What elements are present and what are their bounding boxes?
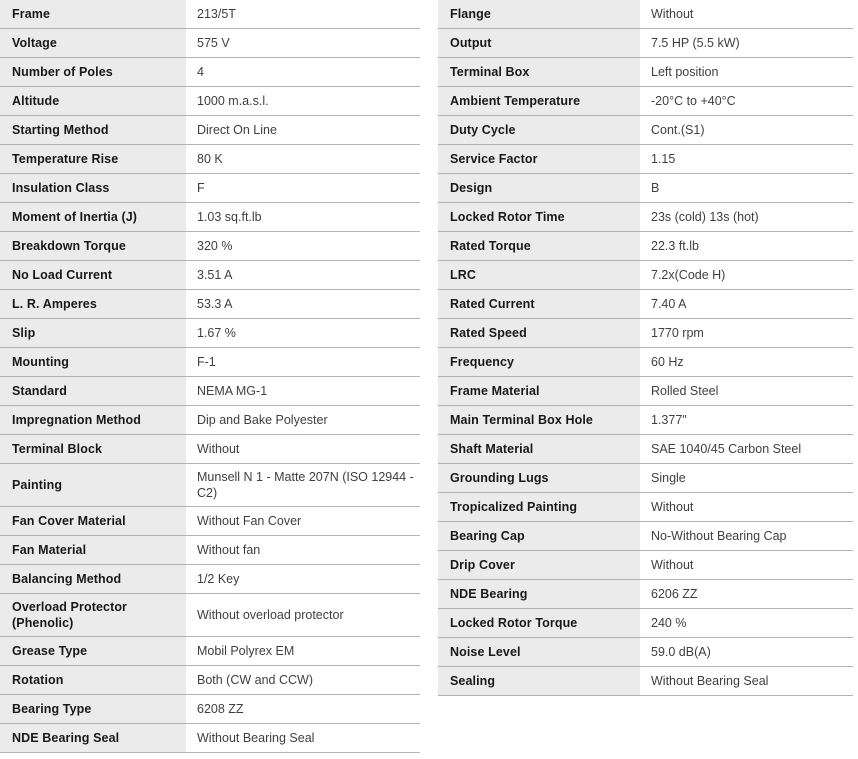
- spec-value: Single: [651, 471, 686, 485]
- spec-label: Fan Material: [0, 536, 186, 564]
- spec-row: [0, 319, 420, 348]
- spec-label: Drip Cover: [438, 551, 640, 579]
- spec-value: Mobil Polyrex EM: [197, 644, 295, 658]
- spec-row: [0, 203, 420, 232]
- spec-label: NDE Bearing Seal: [0, 724, 186, 752]
- spec-row: [438, 174, 853, 203]
- spec-label: Flange: [438, 0, 640, 28]
- spec-label: Terminal Block: [0, 435, 186, 463]
- spec-value: Rolled Steel: [651, 384, 719, 398]
- spec-row: [0, 565, 420, 594]
- spec-value: Both (CW and CCW): [197, 673, 313, 687]
- spec-value: 6208 ZZ: [197, 702, 244, 716]
- spec-label: Duty Cycle: [438, 116, 640, 144]
- spec-value: 6206 ZZ: [651, 587, 698, 601]
- spec-row: [438, 348, 853, 377]
- spec-value: Cont.(S1): [651, 123, 705, 137]
- spec-row: [0, 377, 420, 406]
- spec-label: Voltage: [0, 29, 186, 57]
- spec-value: 23s (cold) 13s (hot): [651, 210, 759, 224]
- spec-row: [0, 348, 420, 377]
- spec-row: [0, 29, 420, 58]
- spec-label: Rotation: [0, 666, 186, 694]
- spec-value: 1.67 %: [197, 326, 236, 340]
- spec-label: No Load Current: [0, 261, 186, 289]
- spec-row: [438, 580, 853, 609]
- spec-label: Frame: [0, 0, 186, 28]
- spec-value: Without Fan Cover: [197, 514, 302, 528]
- spec-label: Mounting: [0, 348, 186, 376]
- spec-row: [438, 406, 853, 435]
- spec-value: Without overload protector: [197, 608, 344, 622]
- spec-value: 575 V: [197, 36, 230, 50]
- spec-value: Without: [651, 500, 694, 514]
- spec-row: [438, 551, 853, 580]
- spec-value: 7.40 A: [651, 297, 687, 311]
- spec-label: Altitude: [0, 87, 186, 115]
- spec-row: [0, 637, 420, 666]
- spec-row: [0, 145, 420, 174]
- spec-row: [438, 667, 853, 696]
- spec-value: B: [651, 181, 660, 195]
- spec-label: Grounding Lugs: [438, 464, 640, 492]
- spec-row: [438, 464, 853, 493]
- spec-value: Without fan: [197, 543, 261, 557]
- spec-label: Noise Level: [438, 638, 640, 666]
- spec-label: Number of Poles: [0, 58, 186, 86]
- spec-label: NDE Bearing: [438, 580, 640, 608]
- spec-value: 80 K: [197, 152, 223, 166]
- spec-label: Impregnation Method: [0, 406, 186, 434]
- spec-label: Frequency: [438, 348, 640, 376]
- spec-value: 59.0 dB(A): [651, 645, 711, 659]
- spec-label: Output: [438, 29, 640, 57]
- spec-label: Ambient Temperature: [438, 87, 640, 115]
- spec-label: Shaft Material: [438, 435, 640, 463]
- spec-row: [0, 507, 420, 536]
- spec-label: Rated Speed: [438, 319, 640, 347]
- spec-value: 4: [197, 65, 204, 79]
- spec-value: F: [197, 181, 205, 195]
- spec-row: [438, 203, 853, 232]
- spec-row: [0, 724, 420, 753]
- spec-row: [0, 406, 420, 435]
- spec-row: [438, 87, 853, 116]
- spec-row: [0, 464, 420, 507]
- spec-value: 1.03 sq.ft.lb: [197, 210, 262, 224]
- spec-label: Sealing: [438, 667, 640, 695]
- spec-value: 3.51 A: [197, 268, 233, 282]
- spec-value: F-1: [197, 355, 216, 369]
- spec-row: [438, 58, 853, 87]
- spec-value: NEMA MG-1: [197, 384, 268, 398]
- spec-row: [0, 0, 420, 29]
- spec-label: Rated Current: [438, 290, 640, 318]
- spec-value: Without: [651, 558, 694, 572]
- spec-label: Standard: [0, 377, 186, 405]
- spec-value: -20°C to +40°C: [651, 94, 736, 108]
- spec-label: Insulation Class: [0, 174, 186, 202]
- spec-value: Without Bearing Seal: [197, 731, 315, 745]
- spec-row: [438, 319, 853, 348]
- spec-value: Without Bearing Seal: [651, 674, 769, 688]
- spec-row: [438, 116, 853, 145]
- spec-table-left: [0, 0, 420, 753]
- spec-row: [438, 638, 853, 667]
- spec-value: 7.2x(Code H): [651, 268, 726, 282]
- spec-table-right: [438, 0, 853, 696]
- spec-label: Temperature Rise: [0, 145, 186, 173]
- spec-value: Left position: [651, 65, 719, 79]
- spec-value: 1/2 Key: [197, 572, 240, 586]
- spec-row: [0, 174, 420, 203]
- spec-label: Bearing Type: [0, 695, 186, 723]
- spec-value: Without: [651, 7, 694, 21]
- spec-label: Service Factor: [438, 145, 640, 173]
- spec-row: [0, 695, 420, 724]
- spec-label: Overload Protector (Phenolic): [0, 594, 186, 636]
- spec-row: [438, 261, 853, 290]
- spec-label: Design: [438, 174, 640, 202]
- spec-row: [438, 435, 853, 464]
- spec-value: No-Without Bearing Cap: [651, 529, 787, 543]
- spec-value: 60 Hz: [651, 355, 684, 369]
- spec-label: Tropicalized Painting: [438, 493, 640, 521]
- spec-row: [0, 261, 420, 290]
- spec-row: [0, 594, 420, 637]
- spec-row: [438, 145, 853, 174]
- spec-value: 7.5 HP (5.5 kW): [651, 36, 740, 50]
- spec-label: Terminal Box: [438, 58, 640, 86]
- spec-value: 22.3 ft.lb: [651, 239, 699, 253]
- spec-label: Starting Method: [0, 116, 186, 144]
- spec-label: L. R. Amperes: [0, 290, 186, 318]
- spec-row: [438, 290, 853, 319]
- spec-row: [0, 666, 420, 695]
- spec-value: Munsell N 1 - Matte 207N (ISO 12944 - C2): [197, 470, 414, 500]
- spec-row: [438, 0, 853, 29]
- spec-label: Balancing Method: [0, 565, 186, 593]
- spec-row: [438, 522, 853, 551]
- spec-value: 320 %: [197, 239, 233, 253]
- spec-value: 1.377": [651, 413, 687, 427]
- spec-label: Breakdown Torque: [0, 232, 186, 260]
- spec-label: Moment of Inertia (J): [0, 203, 186, 231]
- spec-row: [0, 87, 420, 116]
- spec-row: [0, 536, 420, 565]
- spec-row: [438, 493, 853, 522]
- spec-label: Slip: [0, 319, 186, 347]
- spec-value: SAE 1040/45 Carbon Steel: [651, 442, 802, 456]
- spec-row: [438, 609, 853, 638]
- spec-row: [0, 58, 420, 87]
- spec-label: Fan Cover Material: [0, 507, 186, 535]
- spec-row: [438, 232, 853, 261]
- spec-label: LRC: [438, 261, 640, 289]
- spec-value: 1.15: [651, 152, 676, 166]
- spec-value: 53.3 A: [197, 297, 233, 311]
- spec-row: [438, 377, 853, 406]
- spec-label: Locked Rotor Torque: [438, 609, 640, 637]
- spec-row: [0, 435, 420, 464]
- spec-label: Locked Rotor Time: [438, 203, 640, 231]
- spec-value: 1770 rpm: [651, 326, 704, 340]
- spec-label: Bearing Cap: [438, 522, 640, 550]
- spec-label: Frame Material: [438, 377, 640, 405]
- spec-value: 240 %: [651, 616, 687, 630]
- spec-value: Dip and Bake Polyester: [197, 413, 328, 427]
- spec-row: [0, 232, 420, 261]
- spec-row: [0, 116, 420, 145]
- spec-value: 1000 m.a.s.l.: [197, 94, 269, 108]
- spec-label: Main Terminal Box Hole: [438, 406, 640, 434]
- spec-label: Rated Torque: [438, 232, 640, 260]
- spec-row: [0, 290, 420, 319]
- spec-value: Without: [197, 442, 240, 456]
- spec-label: Painting: [0, 464, 186, 506]
- spec-row: [438, 29, 853, 58]
- spec-value: Direct On Line: [197, 123, 277, 137]
- spec-value: 213/5T: [197, 7, 236, 21]
- spec-label: Grease Type: [0, 637, 186, 665]
